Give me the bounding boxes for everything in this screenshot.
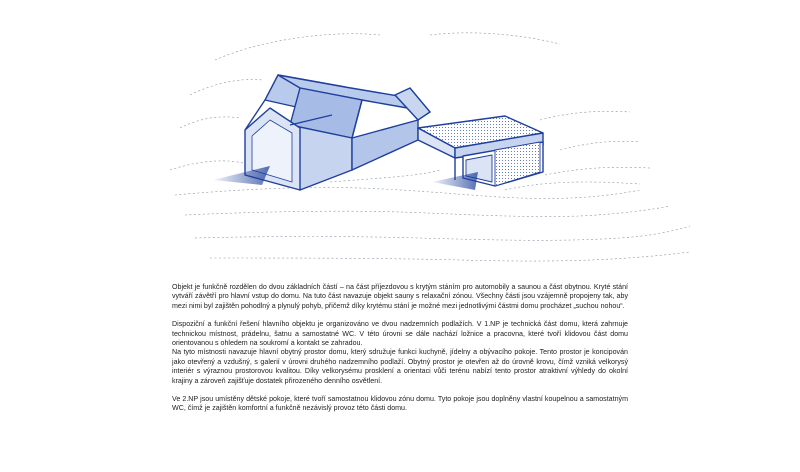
view-wedge-main — [213, 166, 270, 185]
main-house — [245, 75, 430, 190]
paragraph-3: Ve 2.NP jsou umístěny dětské pokoje, které tvoří samostatnou klidovou zónu domu. Tyto pokoje jsou doplněny vlastní koupelnou a samostatným WC, čímž je zajištěn komfortní a funkčně nezávislý provoz této části domu. — [172, 395, 628, 413]
wall-rear — [352, 120, 418, 170]
paragraph-2-part-2: Na tyto místnosti navazuje hlavní obytný prostor domu, který sdružuje funkci kuchyně, jídelny a obývacího pokoje. Tento prostor je koncipován jako otevřený a vzdušný, s galerií v úrovni druhého nadzemního podlaží. Obytný prostor je otevřen až do úrovně krovu, čímž vzniká velkorysý interiér s výraznou prostorovou kvalitou. Díky velkorysému prosklení a orientaci vůči terénu nabízí tento prostor atraktivní výhledy do okolní krajiny a zároveň zajišťuje dostatek přirozeného denního osvětlení. — [172, 348, 628, 385]
carport-wing — [418, 116, 543, 186]
paragraph-2 — [172, 320, 628, 386]
description-text — [172, 283, 628, 423]
sauna-side — [495, 142, 540, 186]
paragraph-2-part-1: Dispoziční a funkční řešení hlavního objektu je organizováno ve dvou nadzemních podlažích. V 1.NP je technická část domu, která zahrnuje technickou místnost, prádelnu, šatnu a samostatné WC. V této úrovni se dále nachází ložnice a pracovna, které tvoří klidovou část domu orientovanou s ohledem na soukromí a kontakt se zahradou. — [172, 320, 628, 348]
paragraph-1: Objekt je funkčně rozdělen do dvou základních částí – na část příjezdovou s krytým stáním pro automobily a saunou a část obytnou. Kryté stání vytváří závětří pro hlavní vstup do domu. Na tuto část navazuje objekt sauny s relaxační zónou. Všechny části jsou vzájemně propojeny tak, aby mezi nimi byl zajištěn pohodlný a plynulý pohyb, přičemž díky krytému stání je možné mezi jednotlivými částmi domu procházet „suchou nohou“. — [172, 283, 628, 310]
